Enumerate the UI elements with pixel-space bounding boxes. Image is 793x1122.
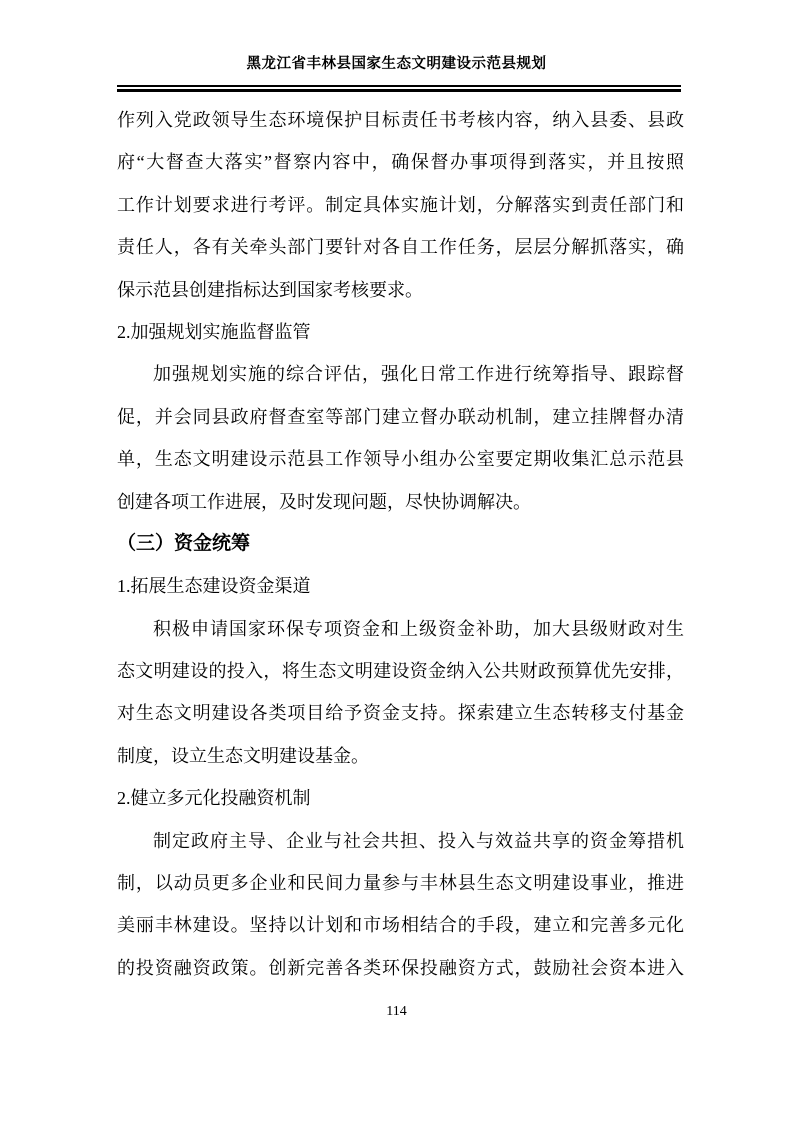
text-line: 制，以动员更多企业和民间力量参与丰林县生态文明建设事业，推进 — [117, 873, 684, 894]
text-line: 的投资融资政策。创新完善各类环保投融资方式，鼓励社会资本进入 — [117, 957, 684, 978]
document-body — [117, 99, 684, 989]
text-line: 单，生态文明建设示范县工作领导小组办公室要定期收集汇总示范县 — [117, 449, 684, 470]
text-line: 创建各项工作进展，及时发现问题，尽快协调解决。 — [117, 491, 531, 512]
sub-heading: 2.加强规划实施监督监管 — [117, 321, 311, 342]
text-line: 府“大督查大落实”督察内容中，确保督办事项得到落实，并且按照 — [117, 152, 684, 173]
page-number: 114 — [386, 1004, 407, 1019]
text-line: 态文明建设的投入，将生态文明建设资金纳入公共财政预算优先安排， — [117, 661, 684, 682]
text-line: 保示范县创建指标达到国家考核要求。 — [117, 279, 423, 300]
text-line: 积极申请国家环保专项资金和上级资金补助，加大县级财政对生 — [153, 618, 684, 639]
text-line: 制定政府主导、企业与社会共担、投入与效益共享的资金筹措机 — [153, 830, 684, 851]
sub-heading: 2.健立多元化投融资机制 — [117, 788, 311, 809]
text-line: 作列入党政领导生态环境保护目标责任书考核内容，纳入县委、县政 — [117, 110, 684, 130]
header-divider-rule — [117, 85, 681, 92]
text-line: 促，并会同县政府督查室等部门建立督办联动机制，建立挂牌督办清 — [117, 406, 684, 427]
text-line: 对生态文明建设各类项目给予资金支持。探索建立生态转移支付基金 — [117, 703, 684, 724]
text-line: 工作计划要求进行考评。制定具体实施计划，分解落实到责任部门和 — [117, 194, 684, 215]
text-line: 责任人，各有关牵头部门要针对各自工作任务，层层分解抓落实，确 — [117, 237, 684, 258]
text-line: 加强规划实施的综合评估，强化日常工作进行统筹指导、跟踪督 — [153, 364, 684, 385]
document-header-title: 黑龙江省丰林县国家生态文明建设示范县规划 — [246, 56, 547, 72]
section-heading: （三）资金统筹 — [117, 532, 251, 554]
sub-heading: 1.拓展生态建设资金渠道 — [117, 576, 311, 597]
text-line: 美丽丰林建设。坚持以计划和市场相结合的手段，建立和完善多元化 — [117, 915, 684, 936]
text-line: 制度，设立生态文明建设基金。 — [117, 745, 369, 766]
